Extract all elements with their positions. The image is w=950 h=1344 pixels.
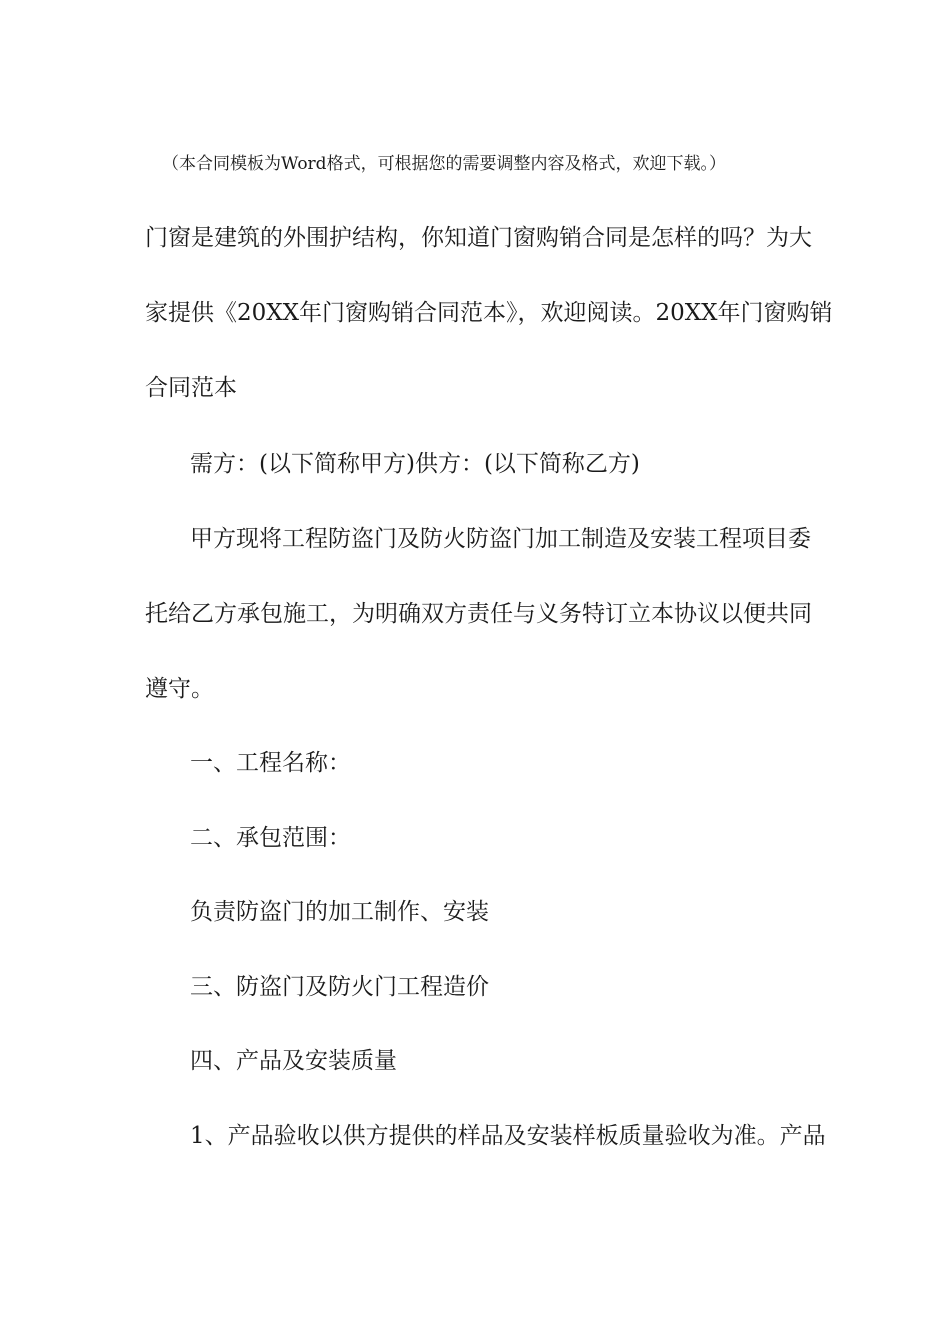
template-note: （本合同模板为Word格式，可根据您的需要调整内容及格式，欢迎下载。） — [162, 154, 727, 174]
preamble-line-2: 托给乙方承包施工，为明确双方责任与义务特订立本协议以便共同 — [145, 601, 812, 627]
intro-line-1: 门窗是建筑的外围护结构，你知道门窗购销合同是怎样的吗？为大 — [145, 225, 812, 251]
parties-line: 需方：(以下简称甲方)供方：(以下简称乙方) — [190, 451, 640, 477]
section-quality: 四、产品及安装质量 — [190, 1048, 397, 1074]
section-scope: 二、承包范围： — [190, 825, 351, 851]
quality-clause-1: 1、产品验收以供方提供的样品及安装样板质量验收为准。产品 — [190, 1123, 826, 1149]
section-cost: 三、防盗门及防火门工程造价 — [190, 974, 489, 1000]
intro-line-2: 家提供《20XX年门窗购销合同范本》，欢迎阅读。20XX年门窗购销 — [145, 300, 833, 326]
section-project-name: 一、工程名称： — [190, 750, 351, 776]
scope-detail: 负责防盗门的加工制作、安装 — [190, 899, 489, 925]
preamble-line-1: 甲方现将工程防盗门及防火防盗门加工制造及安装工程项目委 — [190, 526, 811, 552]
preamble-line-3: 遵守。 — [145, 676, 214, 702]
intro-line-3: 合同范本 — [145, 375, 237, 401]
